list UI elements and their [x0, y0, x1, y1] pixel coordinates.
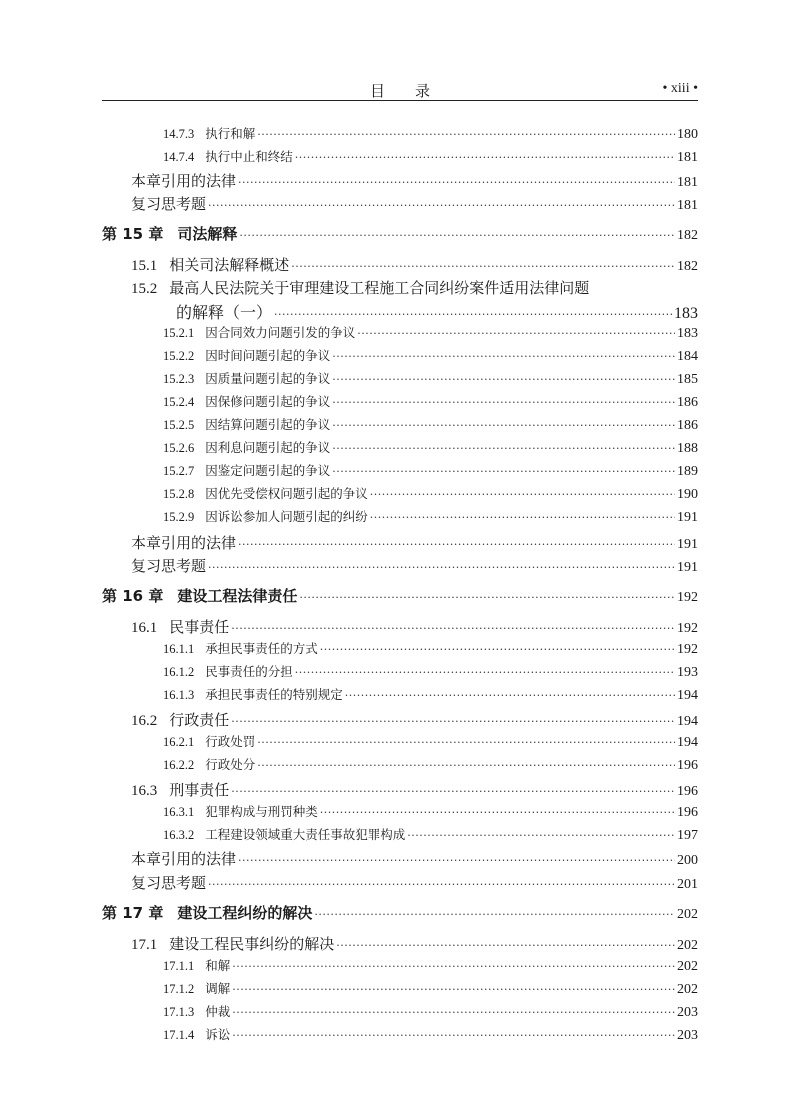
leader-dots: [320, 643, 675, 656]
entry-page-number: 186: [677, 418, 698, 433]
entry-title: 行政责任: [169, 711, 230, 729]
toc-subsection-entry[interactable]: [0, 662, 800, 682]
toc-entry[interactable]: [0, 254, 800, 274]
entry-page-number: 182: [677, 259, 698, 274]
entry-page-number: 184: [677, 349, 698, 364]
toc-subsection-entry[interactable]: [0, 147, 800, 167]
entry-number: 16.3.1: [163, 805, 195, 819]
entry-page-number: 192: [677, 590, 698, 605]
entry-number: 16.3.2: [163, 828, 195, 842]
toc-chapter-entry[interactable]: [0, 902, 800, 922]
leader-dots: [257, 759, 675, 772]
entry-title: 执行中止和终结: [205, 149, 293, 164]
entry-title: 行政处分: [205, 757, 256, 772]
leader-dots: [231, 622, 675, 635]
toc-entry[interactable]: [0, 532, 800, 552]
entry-page-number: 185: [677, 372, 698, 387]
leader-dots: [314, 908, 675, 921]
leader-dots: [332, 442, 675, 455]
entry-page-number: 200: [677, 853, 698, 868]
leader-dots: [332, 465, 675, 478]
entry-title: 和解: [205, 958, 231, 973]
leader-dots: [238, 538, 675, 551]
leader-dots: [370, 511, 675, 524]
toc-entry[interactable]: [0, 555, 800, 575]
entry-title: 建设工程纠纷的解决: [177, 904, 313, 922]
leader-dots: [232, 1006, 675, 1019]
entry-page-number: 196: [677, 784, 698, 799]
entry-title: 民事责任: [169, 618, 230, 636]
entry-title: 因结算问题引起的争议: [205, 417, 331, 432]
leader-dots: [238, 854, 675, 867]
toc-subsection-entry[interactable]: [0, 755, 800, 775]
entry-title: 复习思考题: [131, 874, 207, 892]
entry-page-number: 194: [677, 688, 698, 703]
entry-page-number: 203: [677, 1028, 698, 1043]
toc-entry[interactable]: [0, 872, 800, 892]
entry-number: 15.2: [131, 281, 158, 297]
toc-entry[interactable]: [0, 779, 800, 799]
entry-number: 16.1.3: [163, 688, 195, 702]
leader-dots: [332, 419, 675, 432]
leader-dots: [208, 199, 675, 212]
leader-dots: [299, 591, 675, 604]
entry-title: 因鉴定问题引起的争议: [205, 463, 331, 478]
toc-subsection-entry[interactable]: [0, 323, 800, 343]
toc-subsection-entry[interactable]: [0, 438, 800, 458]
entry-number: 16.2: [131, 713, 158, 729]
toc-subsection-entry[interactable]: [0, 484, 800, 504]
entry-page-number: 196: [677, 805, 698, 820]
entry-title: 因优先受偿权问题引起的争议: [205, 486, 368, 501]
entry-page-number: 202: [677, 938, 698, 953]
entry-page-number: 191: [677, 537, 698, 552]
entry-number: 15.2.7: [163, 464, 195, 478]
entry-number: 16.1: [131, 620, 158, 636]
entry-title: 犯罪构成与刑罚种类: [205, 804, 318, 819]
entry-title: 的解释（一）: [176, 303, 273, 322]
entry-page-number: 191: [677, 510, 698, 525]
entry-title: 执行和解: [205, 126, 256, 141]
entry-title: 调解: [205, 981, 231, 996]
leader-dots: [370, 488, 675, 501]
entry-page-number: 181: [677, 198, 698, 213]
entry-page-number: 190: [677, 487, 698, 502]
entry-title: 行政处罚: [205, 734, 256, 749]
entry-title: 因诉讼参加人问题引起的纠纷: [205, 509, 368, 524]
entry-title: 仲裁: [205, 1004, 231, 1019]
entry-title: 复习思考题: [131, 557, 207, 575]
entry-number: 16.3: [131, 783, 158, 799]
entry-title: 刑事责任: [169, 781, 230, 799]
entry-title: 承担民事责任的特别规定: [205, 687, 343, 702]
toc-subsection-entry[interactable]: [0, 732, 800, 752]
entry-title: 因时间问题引起的争议: [205, 348, 331, 363]
leader-dots: [231, 715, 675, 728]
entry-number: 16.1.2: [163, 665, 195, 679]
entry-number: 15.2.2: [163, 349, 195, 363]
entry-page-number: 194: [677, 735, 698, 750]
toc-subsection-entry[interactable]: [0, 639, 800, 659]
entry-number: 14.7.3: [163, 127, 195, 141]
toc-subsection-entry[interactable]: [0, 956, 800, 976]
header-title: 目 录: [369, 82, 430, 100]
toc-entry[interactable]: [0, 933, 800, 953]
toc-entry[interactable]: [0, 616, 800, 636]
entry-number: 15.1: [131, 258, 158, 274]
entry-number: 17.1.1: [163, 959, 195, 973]
leader-dots: [232, 1029, 675, 1042]
entry-page-number: 188: [677, 441, 698, 456]
leader-dots: [291, 260, 675, 273]
entry-page-number: 201: [677, 877, 698, 892]
leader-dots: [295, 151, 675, 164]
entry-number: 第 15 章: [102, 225, 164, 243]
entry-page-number: 202: [677, 959, 698, 974]
entry-page-number: 197: [677, 828, 698, 843]
entry-page-number: 191: [677, 560, 698, 575]
leader-dots: [257, 736, 675, 749]
entry-page-number: 186: [677, 395, 698, 410]
toc-entry[interactable]: [0, 277, 800, 297]
entry-title: 复习思考题: [131, 195, 207, 213]
entry-number: 16.2.1: [163, 735, 195, 749]
entry-number: 第 17 章: [102, 904, 164, 922]
toc-chapter-entry[interactable]: [0, 585, 800, 605]
entry-title: 相关司法解释概述: [169, 256, 290, 274]
entry-page-number: 192: [677, 621, 698, 636]
leader-dots: [332, 350, 675, 363]
entry-page-number: 203: [677, 1005, 698, 1020]
entry-number: 15.2.9: [163, 510, 195, 524]
entry-title: 因利息问题引起的争议: [205, 440, 331, 455]
toc-subsection-entry[interactable]: [0, 461, 800, 481]
toc-subsection-entry[interactable]: [0, 1025, 800, 1045]
toc-subsection-entry[interactable]: [0, 825, 800, 845]
entry-number: 15.2.6: [163, 441, 195, 455]
entry-page-number: 182: [677, 228, 698, 243]
entry-title: 因保修问题引起的争议: [205, 394, 331, 409]
leader-dots: [232, 983, 675, 996]
entry-title: 民事责任的分担: [205, 664, 293, 679]
toc-entry[interactable]: [0, 170, 800, 190]
leader-dots: [208, 878, 675, 891]
entry-number: 第 16 章: [102, 587, 164, 605]
toc-entry[interactable]: [0, 193, 800, 213]
leader-dots: [357, 327, 675, 340]
entry-title: 诉讼: [205, 1027, 231, 1042]
leader-dots: [345, 689, 675, 702]
toc-subsection-entry[interactable]: [0, 124, 800, 144]
toc-subsection-entry[interactable]: [0, 685, 800, 705]
entry-title: 最高人民法院关于审理建设工程施工合同纠纷案件适用法律问题: [169, 279, 590, 297]
entry-number: 17.1: [131, 937, 158, 953]
leader-dots: [208, 561, 675, 574]
entry-page-number: 192: [677, 642, 698, 657]
toc-subsection-entry[interactable]: [0, 369, 800, 389]
leader-dots: [239, 229, 675, 242]
leader-dots: [257, 128, 675, 141]
entry-number: 16.1.1: [163, 642, 195, 656]
leader-dots: [332, 373, 675, 386]
toc-subsection-entry[interactable]: [0, 346, 800, 366]
entry-page-number: 183: [677, 326, 698, 341]
entry-title: 工程建设领域重大责任事故犯罪构成: [205, 827, 406, 842]
entry-number: 15.2.4: [163, 395, 195, 409]
entry-title: 本章引用的法律: [131, 850, 237, 868]
entry-page-number: 193: [677, 665, 698, 680]
toc-subsection-entry[interactable]: [0, 979, 800, 999]
entry-number: 16.2.2: [163, 758, 195, 772]
header-page-number: • xiii •: [662, 81, 698, 96]
leader-dots: [407, 829, 675, 842]
entry-number: 15.2.1: [163, 326, 195, 340]
leader-dots: [332, 396, 675, 409]
entry-page-number: 194: [677, 714, 698, 729]
entry-page-number: 180: [677, 127, 698, 142]
entry-page-number: 202: [677, 982, 698, 997]
toc-subsection-entry[interactable]: [0, 802, 800, 822]
toc-subsection-entry[interactable]: [0, 415, 800, 435]
entry-title: 因质量问题引起的争议: [205, 371, 331, 386]
entry-title: 司法解释: [177, 225, 238, 243]
leader-dots: [274, 308, 672, 321]
leader-dots: [232, 960, 675, 973]
toc-subsection-entry[interactable]: [0, 507, 800, 527]
entry-title: 建设工程法律责任: [177, 587, 298, 605]
toc-entry[interactable]: [0, 709, 800, 729]
entry-page-number: 189: [677, 464, 698, 479]
entry-number: 14.7.4: [163, 150, 195, 164]
entry-title: 承担民事责任的方式: [205, 641, 318, 656]
entry-page-number: 181: [677, 175, 698, 190]
entry-number: 15.2.3: [163, 372, 195, 386]
entry-number: 17.1.4: [163, 1028, 195, 1042]
toc-entry[interactable]: [0, 300, 800, 320]
entry-number: 17.1.3: [163, 1005, 195, 1019]
entry-title: 本章引用的法律: [131, 534, 237, 552]
leader-dots: [295, 666, 675, 679]
entry-title: 本章引用的法律: [131, 172, 237, 190]
entry-number: 15.2.8: [163, 487, 195, 501]
leader-dots: [231, 785, 675, 798]
entry-title: 因合同效力问题引发的争议: [205, 325, 356, 340]
entry-number: 17.1.2: [163, 982, 195, 996]
toc-subsection-entry[interactable]: [0, 392, 800, 412]
leader-dots: [336, 939, 675, 952]
entry-page-number: 181: [677, 150, 698, 165]
leader-dots: [320, 806, 675, 819]
toc-chapter-entry[interactable]: [0, 223, 800, 243]
entry-title: 建设工程民事纠纷的解决: [169, 935, 335, 953]
entry-number: 15.2.5: [163, 418, 195, 432]
leader-dots: [238, 176, 675, 189]
entry-page-number: 202: [677, 907, 698, 922]
entry-page-number: 183: [674, 305, 698, 322]
entry-page-number: 196: [677, 758, 698, 773]
toc-subsection-entry[interactable]: [0, 1002, 800, 1022]
toc-entry[interactable]: [0, 848, 800, 868]
